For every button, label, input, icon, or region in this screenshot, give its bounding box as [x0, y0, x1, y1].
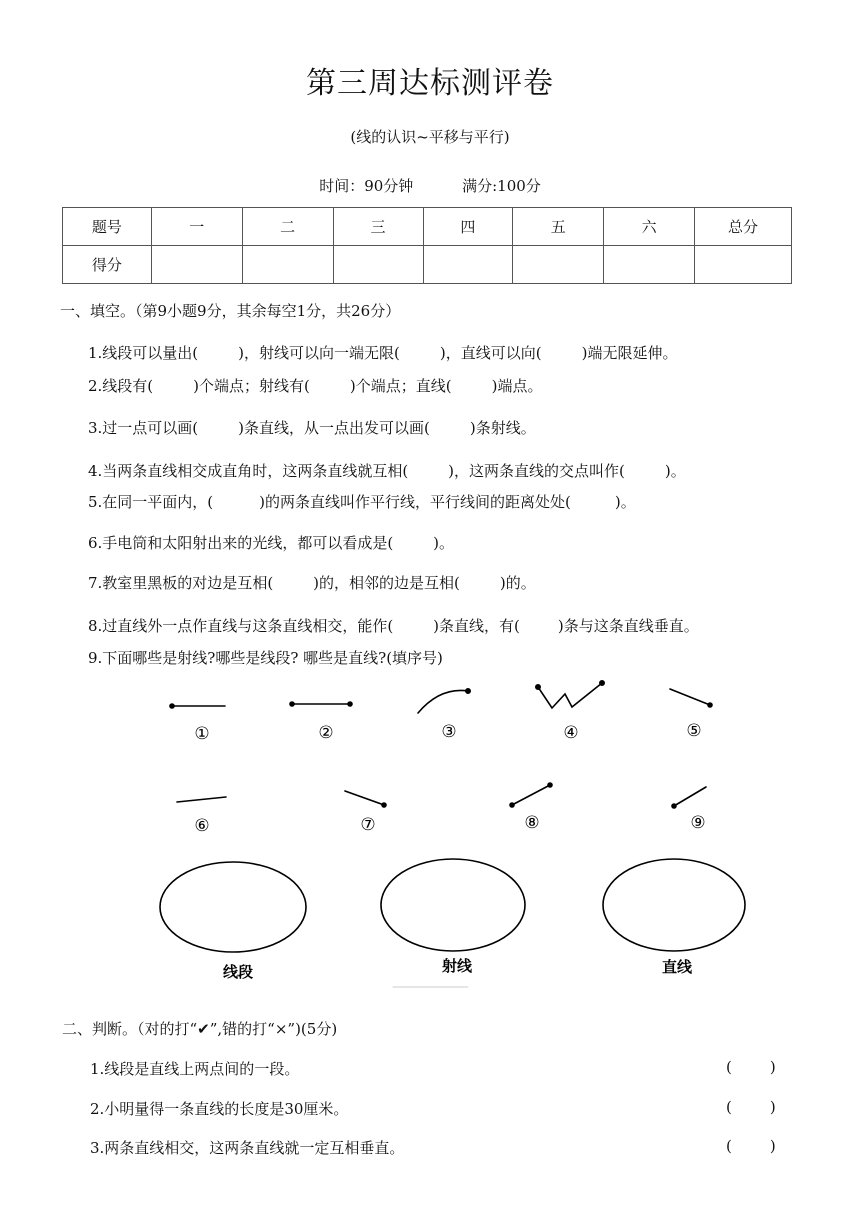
paren-close: )	[769, 1058, 776, 1076]
figure-number: ①	[194, 724, 210, 744]
figure-7-line	[345, 791, 386, 807]
header-cell: 四	[423, 208, 513, 246]
q4-text-b: )，这两条直线的交点叫作(	[448, 462, 625, 480]
score-cell[interactable]	[604, 246, 695, 284]
row-label: 得分	[63, 246, 152, 284]
header-cell: 三	[333, 208, 423, 246]
q2-text-c: )个端点；直线(	[349, 377, 452, 395]
score-cell[interactable]	[513, 246, 604, 284]
answer-paren[interactable]	[726, 1137, 776, 1155]
figure-1-line	[170, 704, 225, 708]
paren-open: (	[726, 1058, 732, 1076]
figure-number: ⑧	[524, 813, 540, 833]
figure-number: ⑦	[360, 815, 376, 835]
figure-number: ④	[563, 723, 579, 743]
header-cell: 总分	[695, 208, 792, 246]
q3-text-a: 3.过一点可以画(	[88, 419, 199, 437]
question-6	[88, 532, 454, 553]
q5-text-b: )的两条直线叫作平行线，平行线间的距离处处(	[259, 493, 571, 511]
question-1	[88, 342, 677, 363]
figure-number: ②	[318, 723, 334, 743]
judge-item-2: 2.小明量得一条直线的长度是30厘米。	[90, 1100, 349, 1118]
q8-text-a: 8.过直线外一点作直线与这条直线相交，能作(	[88, 617, 394, 635]
header-cell: 二	[242, 208, 333, 246]
answer-paren[interactable]	[726, 1058, 776, 1076]
header-cell: 五	[513, 208, 604, 246]
figure-number: ⑨	[690, 813, 706, 833]
line-figure	[150, 675, 750, 990]
score-cell[interactable]	[151, 246, 242, 284]
q4-text-c: )。	[664, 462, 686, 480]
oval-line[interactable]	[603, 859, 745, 951]
q1-text-a: 1.线段可以量出(	[88, 344, 199, 362]
score-cell[interactable]	[423, 246, 513, 284]
question-7	[88, 572, 536, 593]
figure-5-line	[670, 689, 712, 707]
question-4	[88, 460, 686, 481]
figure-number: ⑤	[686, 721, 702, 741]
figure-8-segment	[510, 783, 552, 807]
header-cell: 一	[151, 208, 242, 246]
paren-close: )	[769, 1098, 776, 1116]
figure-number: ⑥	[194, 816, 210, 836]
q8-text-c: )条与这条直线垂直。	[557, 617, 699, 635]
answer-paren[interactable]	[726, 1098, 776, 1116]
q1-text-d: )端无限延伸。	[581, 344, 678, 362]
q7-text-c: )的。	[499, 574, 536, 592]
q5-text-a: 5.在同一平面内，(	[88, 493, 214, 511]
figure-3-curve	[418, 689, 470, 713]
exam-meta	[0, 175, 860, 196]
q4-text-a: 4.当两条直线相交成直角时，这两条直线就互相(	[88, 462, 409, 480]
score-table-score-row	[63, 246, 792, 284]
oval-label: 射线	[441, 957, 473, 975]
oval-label: 直线	[661, 958, 693, 976]
q2-text-d: )端点。	[491, 377, 543, 395]
page-title: 第三周达标测评卷	[306, 66, 554, 101]
paren-open: (	[726, 1098, 732, 1116]
oval-ray[interactable]	[381, 859, 525, 951]
score-table-header-row	[63, 208, 792, 246]
q3-text-c: )条射线。	[469, 419, 536, 437]
q7-text-b: )的，相邻的边是互相(	[313, 574, 460, 592]
judge-item-1: 1.线段是直线上两点间的一段。	[90, 1060, 300, 1078]
question-2	[88, 375, 542, 396]
section1-heading: 一、填空。（第9小题9分，其余每空1分，共26分）	[60, 302, 401, 320]
q1-text-b: )，射线可以向一端无限(	[238, 344, 400, 362]
paren-close: )	[769, 1137, 776, 1155]
q6-text-a: 6.手电筒和太阳射出来的光线，都可以看成是(	[88, 534, 394, 552]
full-score: 满分:100分	[462, 177, 541, 195]
figure-4-zigzag	[536, 681, 604, 708]
q2-text-b: )个端点；射线有(	[193, 377, 310, 395]
header-cell: 题号	[63, 208, 152, 246]
figure-number: ③	[441, 722, 457, 742]
page-subtitle: (线的认识~平移与平行)	[350, 128, 510, 146]
time-limit: 时间：90分钟	[319, 177, 414, 195]
question-3	[88, 417, 536, 438]
judge-item-3: 3.两条直线相交，这两条直线就一定互相垂直。	[90, 1139, 405, 1157]
q1-text-c: )，直线可以向(	[439, 344, 542, 362]
score-table	[62, 207, 792, 284]
figure-9-ray	[672, 787, 706, 808]
question-8	[88, 615, 699, 636]
score-cell[interactable]	[695, 246, 792, 284]
q2-text-a: 2.线段有(	[88, 377, 154, 395]
question-9: 9.下面哪些是射线?哪些是线段? 哪些是直线?(填序号)	[88, 649, 443, 667]
q3-text-b: )条直线，从一点出发可以画(	[238, 419, 430, 437]
header-cell: 六	[604, 208, 695, 246]
score-cell[interactable]	[333, 246, 423, 284]
q7-text-a: 7.教室里黑板的对边是互相(	[88, 574, 274, 592]
q5-text-c: )。	[614, 493, 636, 511]
oval-segment[interactable]	[160, 862, 306, 952]
paren-open: (	[726, 1137, 732, 1155]
q6-text-b: )。	[433, 534, 455, 552]
section2-heading: 二、判断。（对的打“✔”,错的打“×”)(5分)	[62, 1020, 338, 1038]
score-cell[interactable]	[242, 246, 333, 284]
figure-6-line	[177, 797, 226, 802]
q8-text-b: )条直线，有(	[433, 617, 520, 635]
oval-label: 线段	[222, 963, 254, 981]
question-5	[88, 491, 636, 512]
figure-2-segment	[290, 702, 352, 706]
